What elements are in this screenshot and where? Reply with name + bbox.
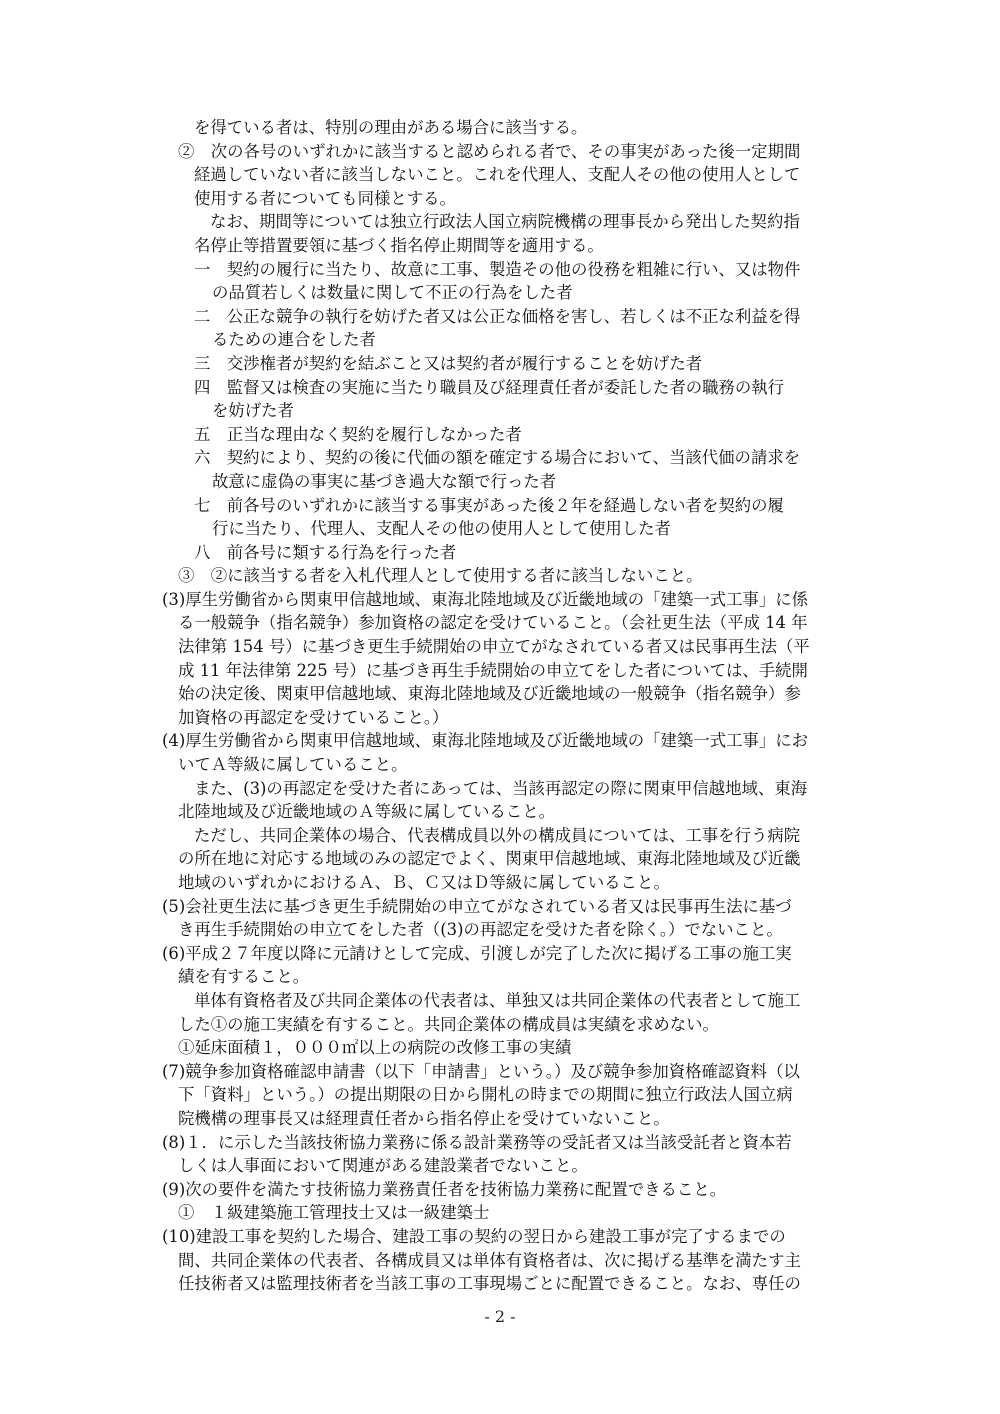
text-line: 一 契約の履行に当たり、故意に工事、製造その他の役務を粗雑に行い、又は物件 xyxy=(194,259,801,279)
text-line: 故意に虚偽の事実に基づき過大な額で行った者 xyxy=(212,471,557,491)
text-line: 任技術者又は監理技術者を当該工事の工事現場ごとに配置できること。なお、専任の xyxy=(178,1274,801,1294)
text-line: した①の施工実績を有すること。共同企業体の構成員は実績を求めない。 xyxy=(178,1014,719,1034)
text-line: 院機構の理事長又は経理責任者から指名停止を受けていないこと。 xyxy=(178,1108,670,1128)
text-line: の品質若しくは数量に関して不正の行為をした者 xyxy=(212,283,573,303)
text-line: (4)厚生労働省から関東甲信越地域、東海北陸地域及び近畿地域の「建築一式工事」にお xyxy=(162,731,809,751)
text-line: しくは人事面において関連がある建設業者でないこと。 xyxy=(178,1156,588,1176)
text-line: (8)１．に示した当該技術協力業務に係る設計業務等の受託者又は当該受託者と資本若 xyxy=(162,1132,792,1152)
text-line: 間、共同企業体の代表者、各構成員又は単体有資格者は、次に掲げる基準を満たす主 xyxy=(178,1250,801,1270)
text-line: 成 11 年法律第 225 号）に基づき再生手続開始の申立てをした者については、手続開 xyxy=(178,660,808,680)
text-line: 下「資料」という。）の提出期限の日から開札の時までの期間に独立行政法人国立病 xyxy=(178,1085,793,1105)
text-line: 加資格の再認定を受けていること。） xyxy=(178,707,449,727)
text-line: 単体有資格者及び共同企業体の代表者は、単独又は共同企業体の代表者として施工 xyxy=(194,990,801,1010)
text-line: 名停止等措置要領に基づく指名停止期間等を適用する。 xyxy=(194,235,604,255)
text-line: なお、期間等については独立行政法人国立病院機構の理事長から発出した契約指 xyxy=(210,212,800,232)
text-line: (10)建設工事を契約した場合、建設工事の契約の翌日から建設工事が完了するまでの xyxy=(162,1226,786,1246)
text-line: (6)平成２７年度以降に元請けとして完成、引渡しが完了した次に掲げる工事の施工実 xyxy=(162,943,792,963)
text-line: ② 次の各号のいずれかに該当すると認められる者で、その事実があった後一定期間 xyxy=(178,141,801,161)
text-line: るための連合をした者 xyxy=(212,330,376,350)
text-line: 六 契約により、契約の後に代価の額を確定する場合において、当該代価の請求を xyxy=(194,448,801,468)
text-line: (3)厚生労働省から関東甲信越地域、東海北陸地域及び近畿地域の「建築一式工事」に係 xyxy=(162,589,809,609)
text-line: き再生手続開始の申立てをした者（(3)の再認定を受けた者を除く。）でないこと。 xyxy=(178,920,783,940)
text-line: 北陸地域及び近畿地域のＡ等級に属していること。 xyxy=(178,802,555,822)
text-line: 法律第 154 号）に基づき更生手続開始の申立てがなされている者又は民事再生法（平 xyxy=(178,637,810,657)
text-line: ①延床面積１，０００㎡以上の病院の改修工事の実績 xyxy=(178,1038,572,1058)
text-line: 行に当たり、代理人、支配人その他の使用人として使用した者 xyxy=(212,519,671,539)
text-line: 八 前各号に類する行為を行った者 xyxy=(194,542,457,562)
text-line: また、(3)の再認定を受けた者にあっては、当該再認定の際に関東甲信越地域、東海 xyxy=(194,778,808,798)
text-line: (9)次の要件を満たす技術協力業務責任者を技術協力業務に配置できること。 xyxy=(162,1179,727,1199)
text-line: を妨げた者 xyxy=(212,401,294,421)
text-line: 四 監督又は検査の実施に当たり職員及び経理責任者が委託した者の職務の執行 xyxy=(194,377,785,397)
text-line: (7)競争参加資格確認申請書（以下「申請書」という。）及び競争参加資格確認資料（以 xyxy=(162,1061,800,1081)
text-line: ① １級建築施工管理技士又は一級建築士 xyxy=(178,1203,490,1223)
text-line: 七 前各号のいずれかに該当する事実があった後２年を経過しない者を契約の履 xyxy=(194,495,784,515)
text-line: 二 公正な競争の執行を妨げた者又は公正な価格を害し、若しくは不正な利益を得 xyxy=(194,306,801,326)
text-line: ③ ②に該当する者を入札代理人として使用する者に該当しないこと。 xyxy=(178,566,703,586)
text-line: 地域のいずれかにおけるＡ、Ｂ、Ｃ又はＤ等級に属していること。 xyxy=(178,873,670,892)
text-line: 績を有すること。 xyxy=(178,967,310,987)
text-line: 始の決定後、関東甲信越地域、東海北陸地域及び近畿地域の一般競争（指名競争）参 xyxy=(178,684,801,704)
text-line: を得ている者は、特別の理由がある場合に該当する。 xyxy=(194,118,588,137)
text-line: 三 交渉権者が契約を結ぶこと又は契約者が履行することを妨げた者 xyxy=(194,353,703,373)
text-line: 経過していない者に該当しないこと。これを代理人、支配人その他の使用人として xyxy=(194,165,801,185)
text-line: の所在地に対応する地域のみの認定でよく、関東甲信越地域、東海北陸地域及び近畿 xyxy=(178,849,801,869)
text-line: いてＡ等級に属していること。 xyxy=(178,755,408,775)
text-line: 五 正当な理由なく契約を履行しなかった者 xyxy=(194,424,522,444)
text-line: ただし、共同企業体の場合、代表構成員以外の構成員については、工事を行う病院 xyxy=(194,825,801,845)
text-line: る一般競争（指名競争）参加資格の認定を受けていること。（会社更生法（平成 14 年 xyxy=(178,613,808,633)
document-body xyxy=(162,116,862,1296)
text-line: (5)会社更生法に基づき更生手続開始の申立てがなされている者又は民事再生法に基づ xyxy=(162,896,792,916)
page-number: - 2 - xyxy=(484,1307,516,1326)
text-line: 使用する者についても同様とする。 xyxy=(194,188,456,208)
